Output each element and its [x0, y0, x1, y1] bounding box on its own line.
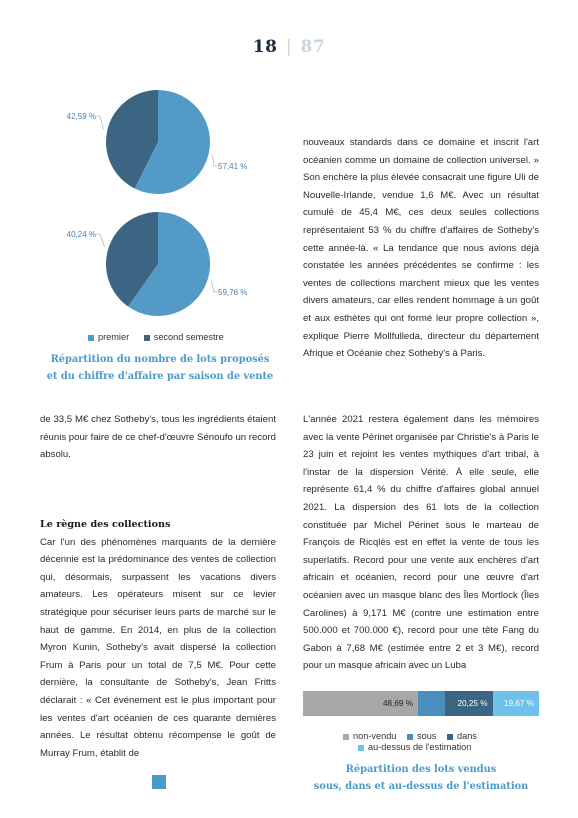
bar-segment-dans: 20,25 %	[445, 691, 493, 716]
pie-value-label: 57,41 %	[218, 161, 248, 171]
legend-item-second-semestre: second semestre	[144, 332, 224, 342]
legend-item-non-vendu: non-vendu	[343, 731, 396, 741]
total-pages: 87	[300, 37, 326, 57]
legend-swatch-icon	[144, 335, 150, 341]
legend-item-premier: premier	[88, 332, 132, 342]
section-heading: Le règne des collections	[40, 519, 171, 530]
stacked-bar-chart	[303, 691, 539, 716]
pie-leader-line	[96, 116, 104, 129]
bar-segment-au-dessus: 19,67 %	[493, 691, 539, 716]
legend-swatch-icon	[358, 745, 364, 751]
page-number	[0, 37, 578, 57]
bar-caption: Répartition des lots vendus sous, dans et au-dessus de l'estimation	[313, 764, 529, 792]
pie-leader-line	[96, 234, 105, 247]
bar-legend	[343, 731, 533, 753]
footer-square	[152, 775, 166, 789]
pie-leader-line	[211, 281, 218, 292]
right-column-mid: L'année 2021 restera également dans les mémoires avec la vente Périnet organisée par Christie's à Paris le 23 juin et rejoint les ventes mythiques d'art tribal, à l'instar de la dispersion Vérité. À elle seule, elle représente 61,4 % du chiffre d'affaires global annuel 2021. La dispersion des 61 lots de la collection constituée par Michel Périnet sous le marteau de François de Ricqlès est en effet la vente de tous les superlatifs. Record pour une vente aux enchères d'art africain et océanien, record pour une œuvre d'art océanien avec un masque blanc des Îles Mortlock (Îles Carolines) à 9,171 M€ (contre une estimation entre 500.000 et 700.000 €), record pour une tête Fang du Gabon à 7,68 M€ (estimée entre 2 et 3 M€), record pour un masque africain avec un Luba	[303, 414, 539, 672]
legend-swatch-icon	[447, 734, 453, 740]
legend-item-dans: dans	[447, 731, 477, 741]
page-separator: |	[285, 37, 293, 57]
legend-swatch-icon	[88, 335, 94, 341]
current-page: 18	[252, 37, 278, 57]
pie-value-label: 59,76 %	[218, 287, 248, 297]
pie-value-label: 40,24 %	[66, 230, 96, 240]
pie-charts	[60, 85, 290, 335]
pie-legend	[88, 332, 224, 342]
legend-swatch-icon	[343, 734, 349, 740]
bar-segment-sous	[418, 691, 445, 716]
legend-item-au-dessus: au-dessus de l'estimation	[343, 742, 533, 753]
legend-item-sous: sous	[407, 731, 436, 741]
pie-value-label: 42,59 %	[66, 112, 96, 122]
left-column-body: Le règne des collections Car l'un des phénomènes marquants de la dernière décennie est la prédominance des ventes de collection qui, désormais, surpassent les vacations divers amateurs. Les opérateurs misent sur ce levier stratégique pour sécuriser leurs parts de marché sur le haut de gamme. En 2014, en plus de la collection Myron Kunin, Sotheby's avait dispersé la collection Frum à Paris pour un total de 7,5 M€. Pour cette dernière, la consultante de Sotheby's, Jean Fritts déclarait : « Cet événement est le plus important pour les ventes d'art océanien de ces quarante dernières années. Le résultat obtenu récompense le goût de Murray Frum, établit de	[40, 516, 276, 762]
pie-caption: Répartition du nombre de lots proposés et du chiffre d'affaire par saison de vente	[46, 354, 274, 382]
right-column-top: nouveaux standards dans ce domaine et inscrit l'art océanien comme un domaine de collection universel. » Son enchère la plus élevée consacrait une figure Uli de Nouvelle-Irlande, vendue 1,6 M€. Avec un résultat cumulé de 45,4 M€, ces deux seules collections représentaient 53 % du chiffre d'affaires de Sotheby's cette année-là. « La tendance que nous avions déjà constatée les années précédentes se confirme : les ventes de collections marchent mieux que les ventes divers amateurs, car elles rendent hommage à un goût et aux esthètes qui ont formé leur propre collection », explique Pierre Mollfulleda, directeur du département Afrique et Océanie chez Sotheby's à Paris.	[303, 137, 539, 360]
legend-swatch-icon	[407, 734, 413, 740]
left-column-mid: de 33,5 M€ chez Sotheby's, tous les ingrédients étaient réunis pour faire de ce chef-d'œuvre Sénoufo un record absolu.	[40, 414, 276, 461]
bar-segment-non-vendu: 48,69 %	[303, 691, 418, 716]
